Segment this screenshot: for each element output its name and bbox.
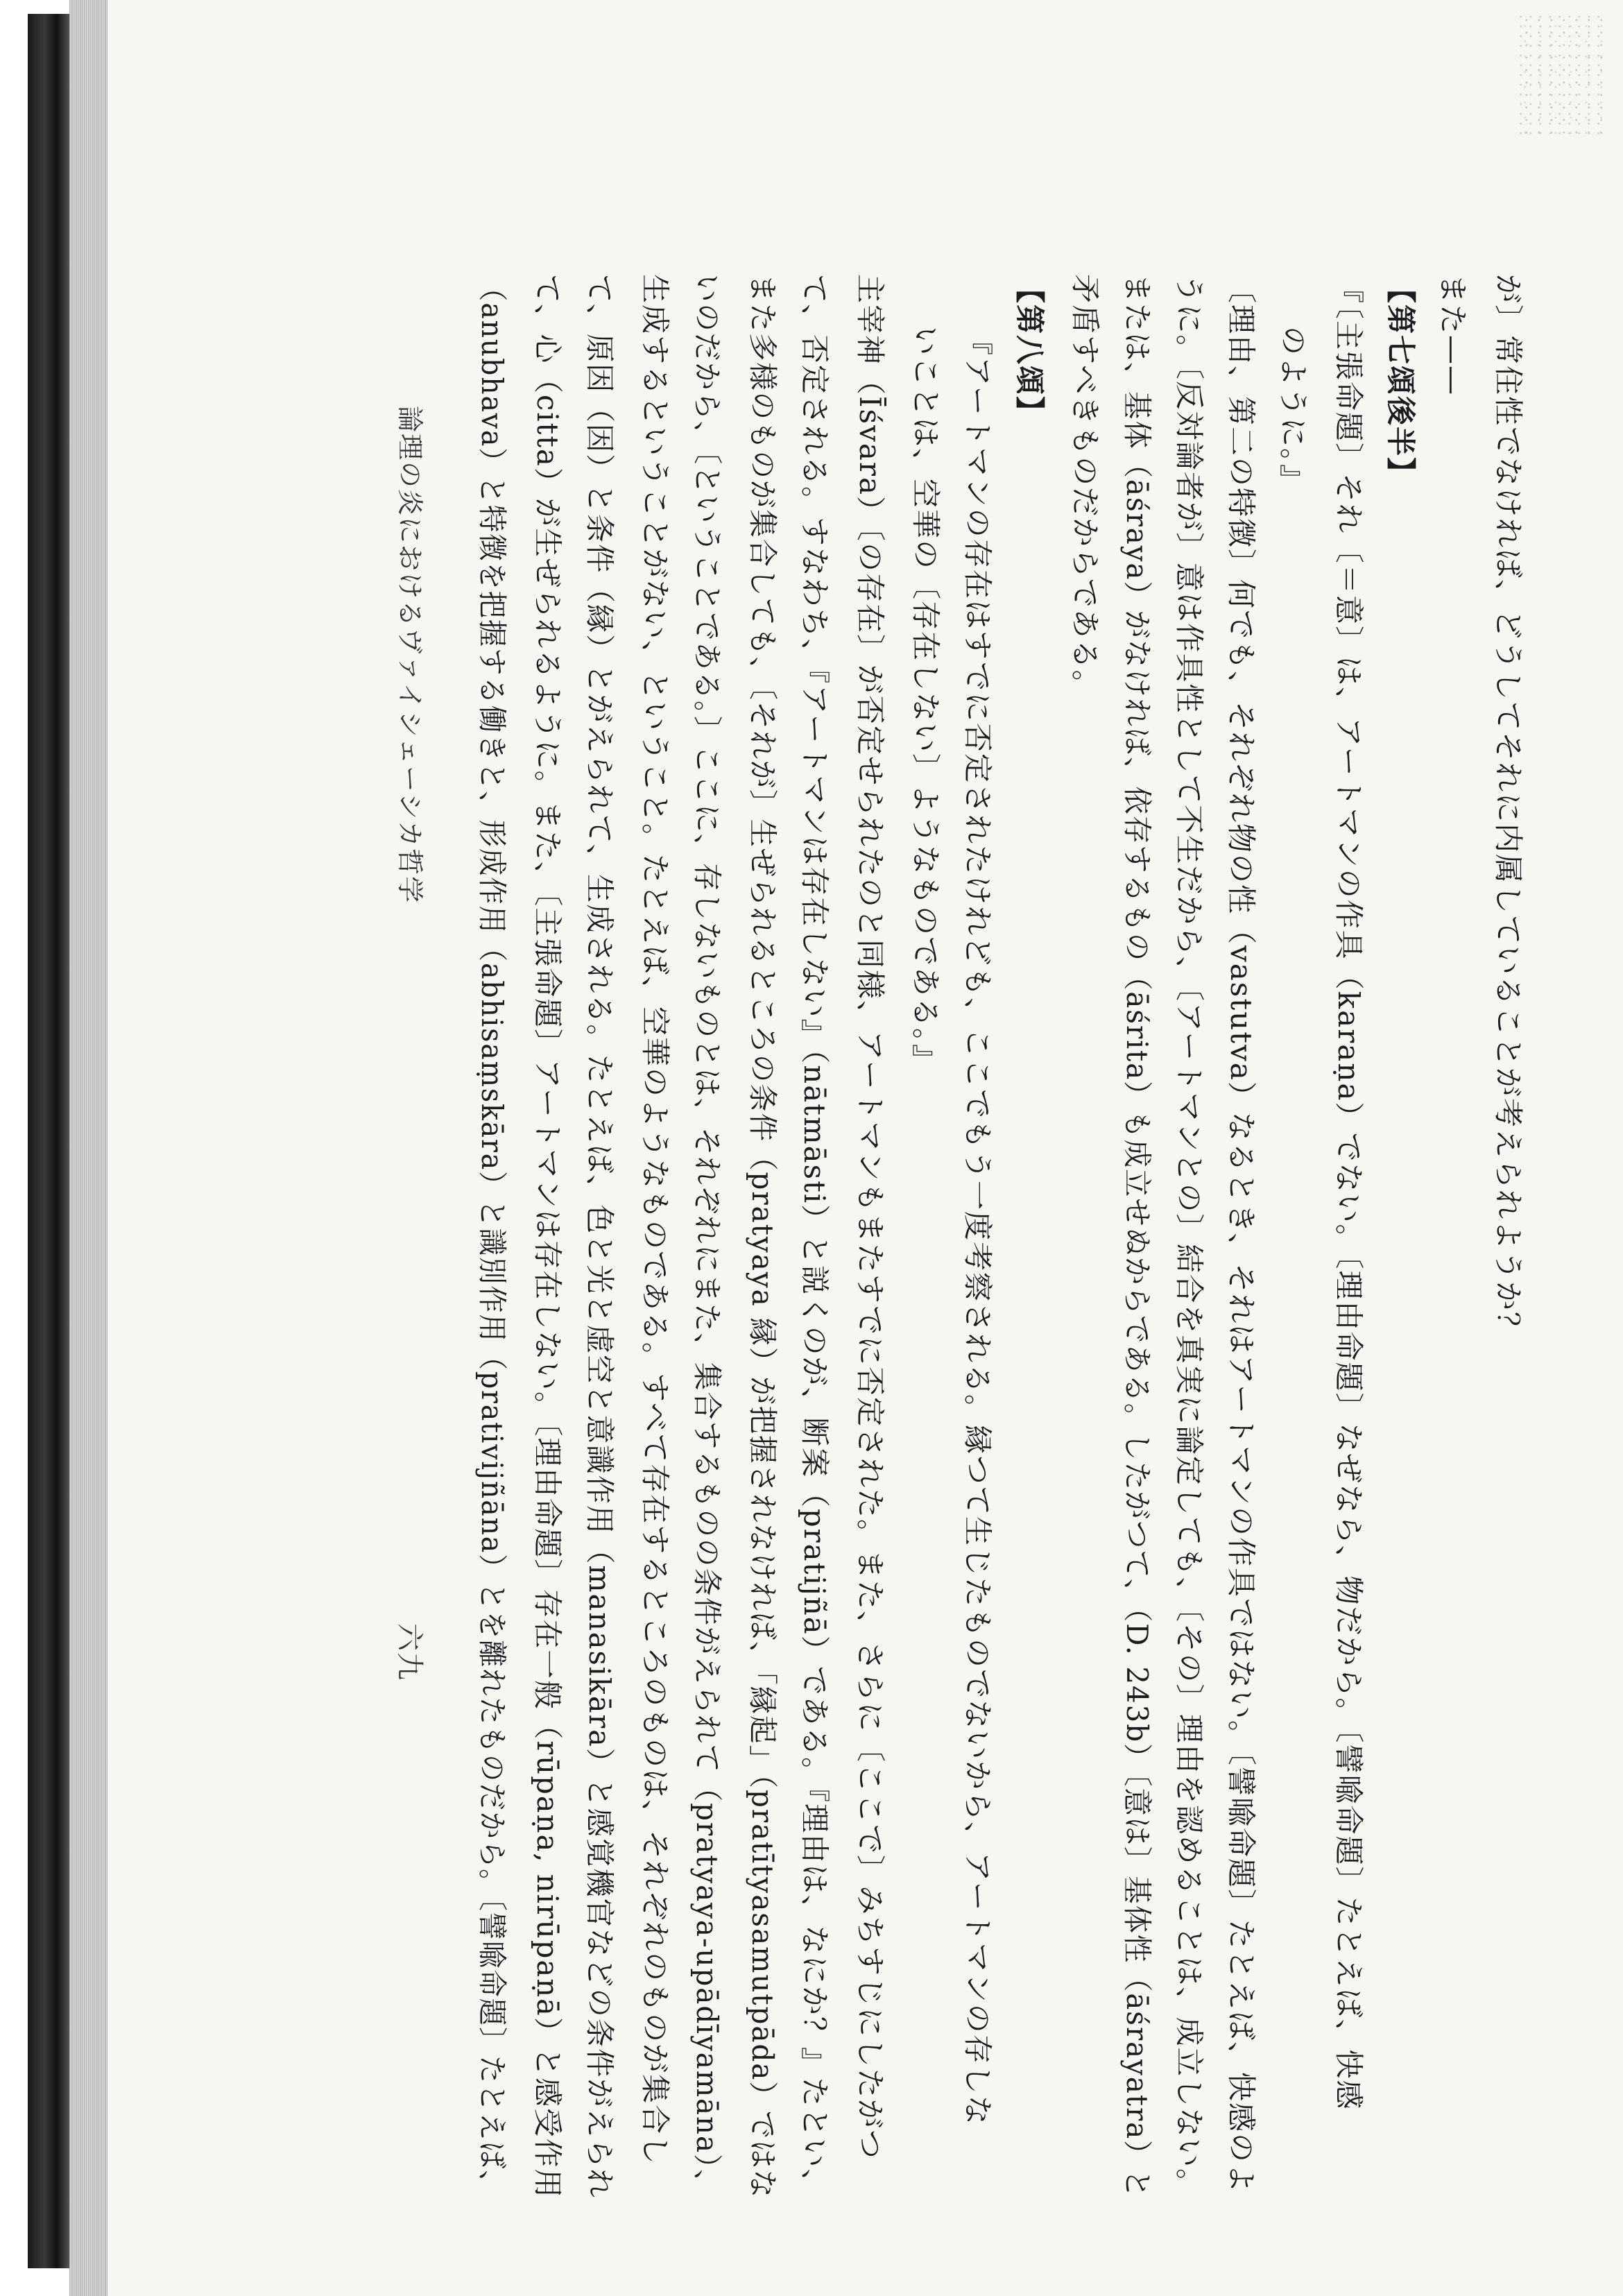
text-line: また多様のものが集合しても、〔それが〕生ぜられるところの条件（pratyaya 縁）が把握されなければ、「縁起」（pratītyasamutpāda）ではな xyxy=(746,274,780,2200)
text-line: または、基体（āśraya）がなければ、依存するもの（āśrita）も成立せぬからである。したがつて、（D. 243b）〔意は〕基体性（āśrayatra）と xyxy=(1120,274,1154,2199)
page-number: 六九 xyxy=(393,1623,425,1681)
text-line: 〔理由、第二の特徴〕何でも、それぞれ物の性（vastutva）なるとき、それはアートマンの作具ではない。〔譬喩命題〕たとえば、快感のよ xyxy=(1224,274,1258,2194)
text-line: が〕常住性でなければ、どうしてそれに内属していることが考えられようか？ xyxy=(1491,274,1525,1343)
text-line: 生成するということがない、ということ。たとえば、空華のようなものである。すべて存在するところのものは、それぞれのものが集合し xyxy=(638,274,672,2166)
text-line: のように。』 xyxy=(1276,326,1310,495)
section-heading: 【第八頌】 xyxy=(1013,274,1047,427)
text-line: いのだから、〔ということである。〕ここに、存しないものとは、それぞれにまた、集合するものの条件がえられて（pratyaya-upādīyamāna）、 xyxy=(690,274,724,2199)
text-line: （anubhava）と特徴を把握する働きと、形成作用（abhisaṃskāra）と識別作用（prativijñāna）とを離れたものだから。〔譬喩命題〕たとえば、 xyxy=(475,274,509,2199)
running-footer: 論理の炎におけるヴァイシェーシカ哲学 xyxy=(395,406,425,905)
text-line: て、否定される。すなわち、『アートマンは存在しない』（nātmāsti）と説くのが、断案（pratijñā）である。『理由は、なにか？』たとい、 xyxy=(798,274,832,2200)
text-line: 『〔主張命題〕それ〔＝意〕は、アートマンの作具（karaṇa）でない。〔理由命題〕なぜなら、物だから。〔譬喩命題〕たとえば、快感 xyxy=(1332,274,1366,2111)
text-line: 主宰神（Īśvara）〔の存在〕が否定せられたのと同様、アートマンもまたすでに否定された。また、さらに〔ここで〕みちすじにしたがつ xyxy=(853,274,887,2161)
text-line: また—— xyxy=(1436,274,1470,397)
text-line: て、原因（因）と条件（縁）とがえられて、生成される。たとえば、色と光と虚空と意識作用（manasikāra）と感覚機官などの条件がえられ xyxy=(583,274,617,2199)
text-line: うに。〔反対論者が〕意は作具性として不生だから、〔アートマンとの〕結合を真実に論定しても、〔その〕理由を認めることは、成立しない。 xyxy=(1172,274,1206,2199)
section-heading: 【第七頌後半】 xyxy=(1384,274,1418,488)
text-line: 矛盾すべきものだからである。 xyxy=(1068,274,1102,701)
scan-noise xyxy=(1519,14,1602,139)
text-line: いことは、空華の〔存在しない〕ようなものである。』 xyxy=(909,326,943,1075)
binding-shadow xyxy=(28,14,69,2268)
page-edges xyxy=(69,0,108,2296)
book-binding xyxy=(0,0,104,2296)
text-line: 『アートマンの存在はすでに否定されたけれども、ここでもう一度考察される。縁つて生じたものでないから、アートマンの存しな xyxy=(961,326,995,2126)
text-line: て、心（citta）が生ぜられるように。また、〔主張命題〕アートマンは存在しない。〔理由命題〕存在一般（rūpaṇa, nirūpaṇā）と感受作用 xyxy=(531,274,565,2199)
